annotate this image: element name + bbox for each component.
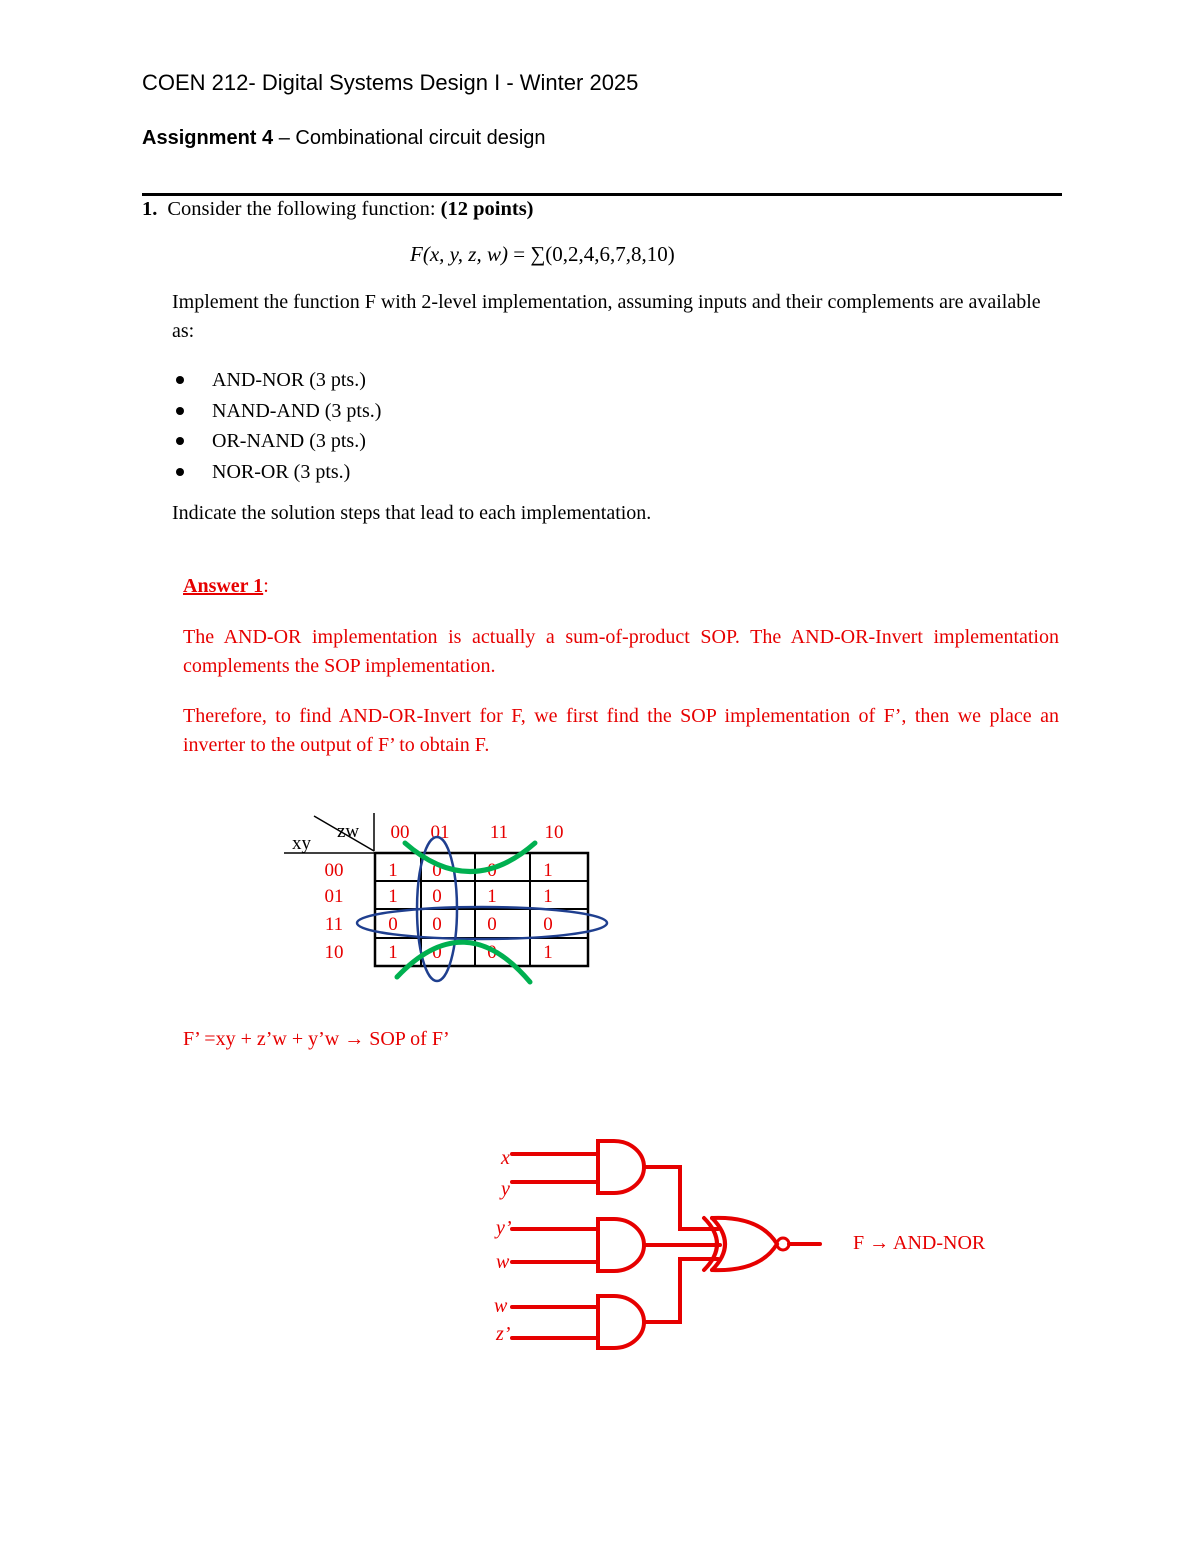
kmap-cell: 0 (543, 914, 553, 935)
closing-instruction: Indicate the solution steps that lead to each implementation. (172, 502, 652, 524)
answer-heading: Answer 1: (183, 575, 269, 597)
kmap-cell: 0 (487, 914, 497, 935)
kmap-cell: 0 (432, 886, 442, 907)
kmap-cell: 1 (543, 860, 553, 881)
input-label-y: y (501, 1178, 510, 1200)
instruction-text: Implement the function F with 2-level implementation, assuming inputs and their complements are available as: (172, 291, 1041, 342)
answer-paragraph-1: The AND-OR implementation is actually a sum-of-product SOP. The AND-OR-Invert implementation complements the SOP implementation. (183, 626, 1059, 677)
kmap-cell: 1 (388, 942, 398, 963)
kmap-col-label: 01 (430, 822, 450, 843)
kmap-row-label: 00 (324, 860, 344, 881)
question-points: (12 points) (440, 198, 534, 220)
option-item: NAND-AND (3 pts.) (172, 396, 381, 427)
course-title: COEN 212- Digital Systems Design I - Winter 2025 (142, 70, 639, 95)
and-gate-1 (598, 1141, 644, 1193)
input-label-x: x (501, 1147, 510, 1169)
equation-lhs: F(x, y, z, w) (410, 242, 508, 266)
kmap-cell: 0 (388, 914, 398, 935)
answer-paragraph-2: Therefore, to find AND-OR-Invert for F, we first find the SOP implementation of F’, then we place an inverter to the output of F’ to obtain F. (183, 705, 1059, 756)
assignment-topic: – Combinational circuit design (273, 127, 546, 149)
kmap-col-var: zw (337, 821, 360, 842)
option-item: NOR-OR (3 pts.) (172, 457, 381, 488)
kmap-row-var: xy (292, 833, 311, 854)
kmap-cell: 0 (432, 942, 442, 963)
kmap-cell: 0 (487, 942, 497, 963)
question-text: Consider the following function: (167, 198, 436, 220)
output-label: F → AND-NOR (853, 1232, 986, 1254)
question-number: 1. (142, 198, 158, 220)
kmap-cell: 0 (487, 860, 497, 881)
kmap-col-label: 10 (544, 822, 564, 843)
kmap-cell: 1 (388, 860, 398, 881)
assignment-number: Assignment 4 (142, 127, 274, 149)
kmap-cell: 1 (543, 886, 553, 907)
kmap-cell: 0 (432, 914, 442, 935)
input-label-z-complement: z’ (496, 1323, 511, 1345)
kmap-row-label: 11 (324, 914, 344, 935)
input-label-w: w (494, 1295, 508, 1317)
kmap-group-green-bottom (397, 942, 530, 982)
sop-expression: F’ =xy + z’w + y’w → SOP of F’ (183, 1028, 450, 1050)
nor-gate-body (712, 1218, 777, 1270)
kmap-group-green-top (405, 843, 535, 872)
and-gate-3 (598, 1296, 644, 1348)
kmap-cell: 1 (487, 886, 497, 907)
option-item: OR-NAND (3 pts.) (172, 426, 381, 457)
input-label-y-complement: y’ (496, 1217, 512, 1239)
kmap-col-label: 00 (390, 822, 410, 843)
input-label-w: w (496, 1251, 510, 1273)
karnaugh-map (284, 813, 607, 982)
kmap-col-label: 11 (489, 822, 509, 843)
kmap-row-label: 01 (324, 886, 344, 907)
and-nor-circuit (512, 1141, 820, 1348)
and-gate-2 (598, 1219, 644, 1271)
equation-rhs: = ∑(0,2,4,6,7,8,10) (513, 242, 675, 266)
kmap-cell: 1 (388, 886, 398, 907)
kmap-cell: 1 (543, 942, 553, 963)
kmap-cell: 0 (432, 860, 442, 881)
option-item: AND-NOR (3 pts.) (172, 365, 381, 396)
kmap-row-label: 10 (324, 942, 344, 963)
